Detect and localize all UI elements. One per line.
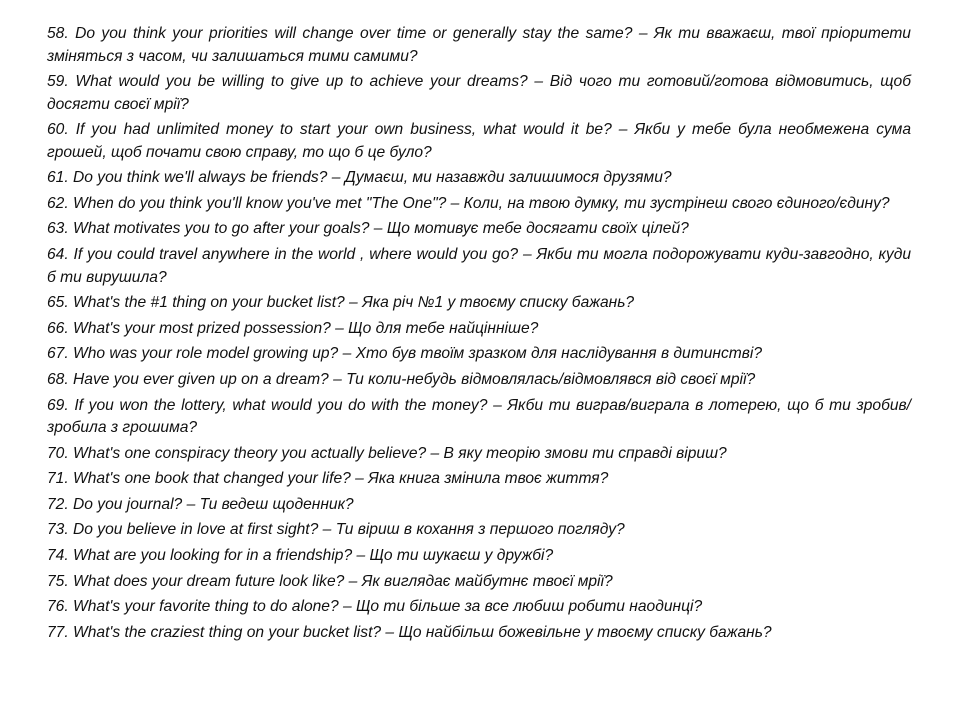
dash-separator: – bbox=[342, 598, 352, 616]
question-item-74 bbox=[47, 545, 911, 568]
question-ukrainian: Що ти більше за все любиш робити наодинці? bbox=[356, 598, 703, 616]
question-ukrainian: Якби у тебе була необмежена сума грошей, щоб почати свою справу, то що б це було? bbox=[47, 121, 911, 161]
question-english: 73. Do you believe in love at first sight? bbox=[47, 521, 319, 539]
question-ukrainian: Яка книга змінила твоє життя? bbox=[368, 470, 609, 488]
question-english: 61. Do you think we'll always be friends? bbox=[47, 169, 328, 187]
dash-separator: – bbox=[534, 73, 544, 91]
dash-separator: – bbox=[493, 396, 502, 414]
question-english: 64. If you could travel anywhere in the world , where would you go? bbox=[47, 246, 519, 264]
question-english: 69. If you won the lottery, what would you do with the money? bbox=[47, 396, 488, 414]
question-ukrainian: Ти коли-небудь відмовлялась/відмовлявся від своєї мрії? bbox=[346, 370, 756, 388]
dash-separator: – bbox=[450, 194, 460, 212]
question-ukrainian: Якби ти могла подорожувати куди-завгодно, куди б ти вирушила? bbox=[47, 246, 911, 286]
question-item-66 bbox=[47, 318, 911, 341]
question-ukrainian: Від чого ти готовий/готова відмовитись, щоб досягти своєї мрії? bbox=[47, 73, 911, 113]
question-ukrainian: Що мотивує тебе досягати своїх цілей? bbox=[386, 220, 689, 238]
question-item-65 bbox=[47, 292, 911, 315]
question-item-71 bbox=[47, 468, 911, 491]
dash-separator: – bbox=[385, 623, 395, 641]
question-english: 67. Who was your role model growing up? bbox=[47, 345, 339, 363]
dash-separator: – bbox=[342, 345, 352, 363]
question-item-64 bbox=[47, 244, 911, 289]
question-ukrainian: Ти віриш в кохання з першого погляду? bbox=[335, 521, 625, 539]
question-ukrainian: В яку теорію змови ти справді віриш? bbox=[443, 444, 727, 462]
dash-separator: – bbox=[322, 521, 332, 539]
question-ukrainian: Якби ти виграв/виграла в лотерею, що б ти зробив/зробила з грошима? bbox=[47, 396, 911, 437]
dash-separator: – bbox=[333, 370, 342, 388]
question-item-61 bbox=[47, 167, 911, 190]
question-item-67 bbox=[47, 343, 911, 366]
dash-separator: – bbox=[355, 470, 364, 488]
question-english: 65. What's the #1 thing on your bucket list? bbox=[47, 294, 345, 312]
question-item-77 bbox=[47, 622, 911, 645]
dash-separator: – bbox=[638, 25, 648, 42]
question-english: 66. What's your most prized possession? bbox=[47, 319, 331, 337]
dash-separator: – bbox=[335, 319, 344, 337]
question-ukrainian: Що найбільш божевільне у твоєму списку бажань? bbox=[398, 623, 772, 641]
question-item-63 bbox=[47, 218, 911, 241]
question-item-68 bbox=[47, 369, 911, 392]
question-english: 71. What's one book that changed your life? bbox=[47, 470, 351, 488]
question-item-60 bbox=[47, 119, 911, 164]
question-item-70 bbox=[47, 443, 911, 466]
question-english: 60. If you had unlimited money to start your own business, what would it be? bbox=[47, 121, 612, 139]
dash-separator: – bbox=[356, 547, 366, 564]
question-ukrainian: Коли, на твою думку, ти зустрінеш свого єдиного/єдину? bbox=[463, 194, 890, 212]
question-ukrainian: Думаєш, ми назавжди залишимося друзями? bbox=[344, 169, 672, 187]
question-english: 70. What's one conspiracy theory you actually believe? bbox=[47, 444, 427, 462]
dash-separator: – bbox=[430, 444, 440, 462]
question-english: 75. What does your dream future look like? bbox=[47, 572, 345, 590]
dash-separator: – bbox=[522, 246, 532, 264]
question-item-75 bbox=[47, 571, 911, 594]
question-ukrainian: Що ти шукаєш у дружбі? bbox=[369, 547, 554, 564]
question-item-62 bbox=[47, 193, 911, 216]
question-ukrainian: Яка річ №1 у твоєму списку бажань? bbox=[362, 294, 635, 312]
question-english: 72. Do you journal? bbox=[47, 495, 183, 513]
dash-separator: – bbox=[331, 169, 341, 187]
question-item-72 bbox=[47, 494, 911, 517]
question-item-69 bbox=[47, 395, 911, 440]
question-ukrainian: Хто був твоїм зразком для наслідування в дитинстві? bbox=[355, 345, 763, 363]
dash-separator: – bbox=[349, 294, 358, 312]
question-ukrainian: Що для тебе найцінніше? bbox=[348, 319, 539, 337]
question-english: 59. What would you be willing to give up to achieve your dreams? bbox=[47, 73, 528, 91]
question-english: 76. What's your favorite thing to do alone? bbox=[47, 598, 339, 616]
question-english: 58. Do you think your priorities will change over time or generally stay the same? bbox=[47, 25, 633, 42]
dash-separator: – bbox=[186, 495, 196, 513]
question-item-76 bbox=[47, 596, 911, 619]
question-item-58 bbox=[47, 23, 911, 68]
question-english: 77. What's the craziest thing on your bucket list? bbox=[47, 623, 382, 641]
question-list bbox=[47, 23, 911, 647]
question-english: 74. What are you looking for in a friendship? bbox=[47, 547, 353, 564]
question-english: 68. Have you ever given up on a dream? bbox=[47, 370, 329, 388]
question-ukrainian: Як ти вважаєш, твої пріоритети зміняться з часом, чи залишаться тими самими? bbox=[47, 25, 911, 65]
question-english: 63. What motivates you to go after your goals? bbox=[47, 220, 370, 238]
dash-separator: – bbox=[373, 220, 383, 238]
question-ukrainian: Як виглядає майбутнє твоєї мрії? bbox=[361, 572, 613, 590]
question-item-73 bbox=[47, 519, 911, 542]
question-ukrainian: Ти ведеш щоденник? bbox=[199, 495, 354, 513]
question-item-59 bbox=[47, 71, 911, 116]
question-english: 62. When do you think you'll know you've met "The One"? bbox=[47, 194, 447, 212]
dash-separator: – bbox=[348, 572, 358, 590]
dash-separator: – bbox=[618, 121, 628, 139]
